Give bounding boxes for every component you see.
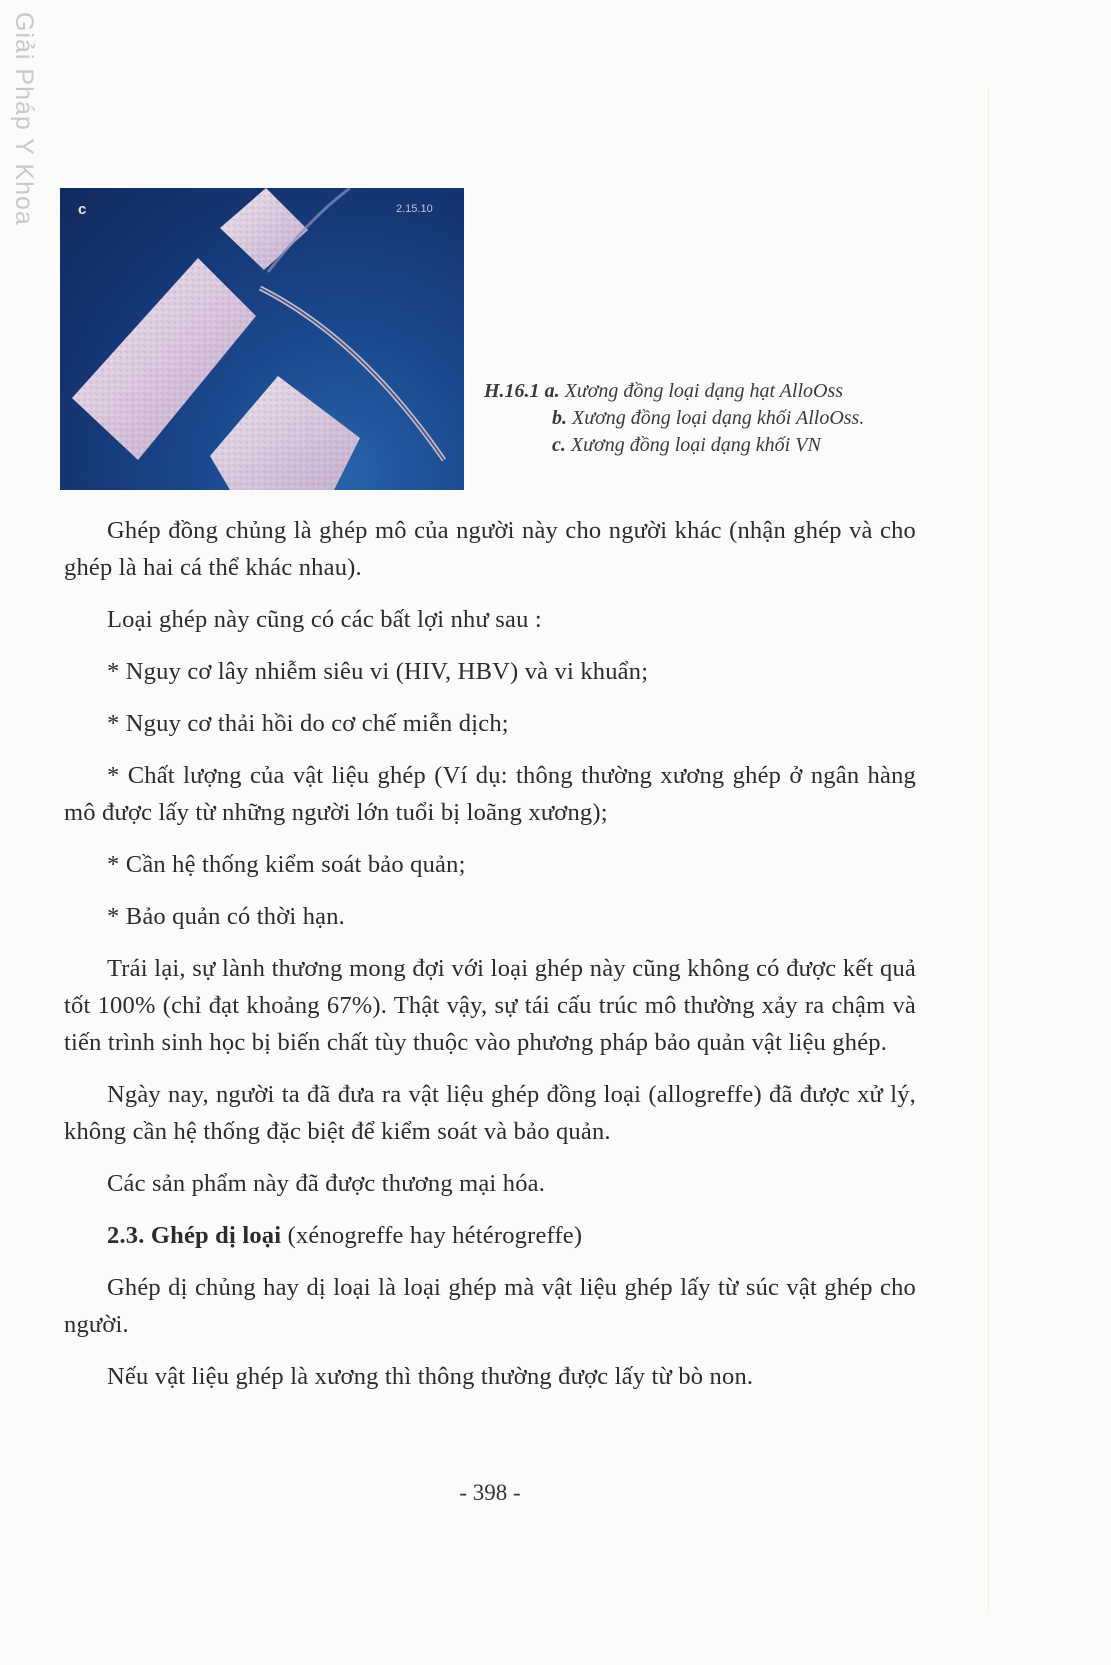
paragraph: Ghép dị chủng hay dị loại là loại ghép mà vật liệu ghép lấy từ súc vật ghép cho người. bbox=[64, 1274, 916, 1338]
caption-text-c: Xương đồng loại dạng khối VN bbox=[570, 434, 821, 456]
bullet-item: * Cần hệ thống kiểm soát bảo quản; bbox=[107, 851, 466, 878]
caption-id: H.16.1 bbox=[484, 380, 545, 402]
section-heading-subtitle: (xénogreffe hay hétérogreffe) bbox=[281, 1222, 583, 1249]
bullet-item: * Nguy cơ lây nhiễm siêu vi (HIV, HBV) và vi khuẩn; bbox=[107, 658, 649, 685]
section-heading bbox=[64, 1217, 916, 1254]
watermark: Giải Pháp Y Khoa bbox=[10, 12, 38, 226]
caption-letter-c: c. bbox=[552, 434, 571, 456]
caption-letter-a: a. bbox=[544, 380, 565, 402]
caption-text-b: Xương đồng loại dạng khối AlloOss. bbox=[572, 407, 865, 429]
paragraph: Ghép đồng chủng là ghép mô của người này cho người khác (nhận ghép và cho ghép là hai cá thể khác nhau). bbox=[64, 517, 916, 581]
paragraph: Ngày nay, người ta đã đưa ra vật liệu ghép đồng loại (allogreffe) đã được xử lý, không cần hệ thống đặc biệt để kiểm soát và bảo quản. bbox=[64, 1081, 916, 1145]
paragraph: Nếu vật liệu ghép là xương thì thông thường được lấy từ bò non. bbox=[107, 1363, 754, 1390]
paragraph: Các sản phẩm này đã được thương mại hóa. bbox=[107, 1170, 546, 1197]
bullet-item: * Chất lượng của vật liệu ghép (Ví dụ: thông thường xương ghép ở ngân hàng mô được lấy từ những người lớn tuổi bị loãng xương); bbox=[64, 762, 916, 826]
photo-letter: c bbox=[78, 201, 87, 218]
paragraph: Trái lại, sự lành thương mong đợi với loại ghép này cũng không có được kết quả tốt 100% (chỉ đạt khoảng 67%). Thật vậy, sự tái cấu trúc mô thường xảy ra chậm và tiến trình sinh học bị biến chất tùy thuộc vào phương pháp bảo quản vật liệu ghép. bbox=[64, 955, 916, 1056]
figure-caption bbox=[484, 378, 944, 459]
paragraph: Loại ghép này cũng có các bất lợi như sau : bbox=[107, 606, 542, 633]
caption-text-a: Xương đồng loại dạng hạt AlloOss bbox=[564, 380, 844, 402]
caption-letter-b: b. bbox=[552, 407, 572, 429]
bullet-item: * Nguy cơ thải hồi do cơ chế miễn dịch; bbox=[107, 710, 509, 737]
caption-row-a bbox=[484, 378, 944, 405]
bone-graft-photo bbox=[60, 188, 464, 490]
bullet-item: * Bảo quản có thời hạn. bbox=[107, 903, 346, 930]
page-number: - 398 - bbox=[459, 1480, 521, 1505]
caption-row-b bbox=[484, 405, 944, 432]
page-edge-shadow bbox=[988, 90, 989, 1610]
section-heading-title: 2.3. Ghép dị loại bbox=[107, 1222, 282, 1249]
body-text bbox=[64, 512, 916, 1410]
caption-row-c bbox=[484, 432, 944, 459]
figure-photo bbox=[60, 188, 464, 490]
photo-stamp: 2.15.10 bbox=[396, 203, 433, 215]
